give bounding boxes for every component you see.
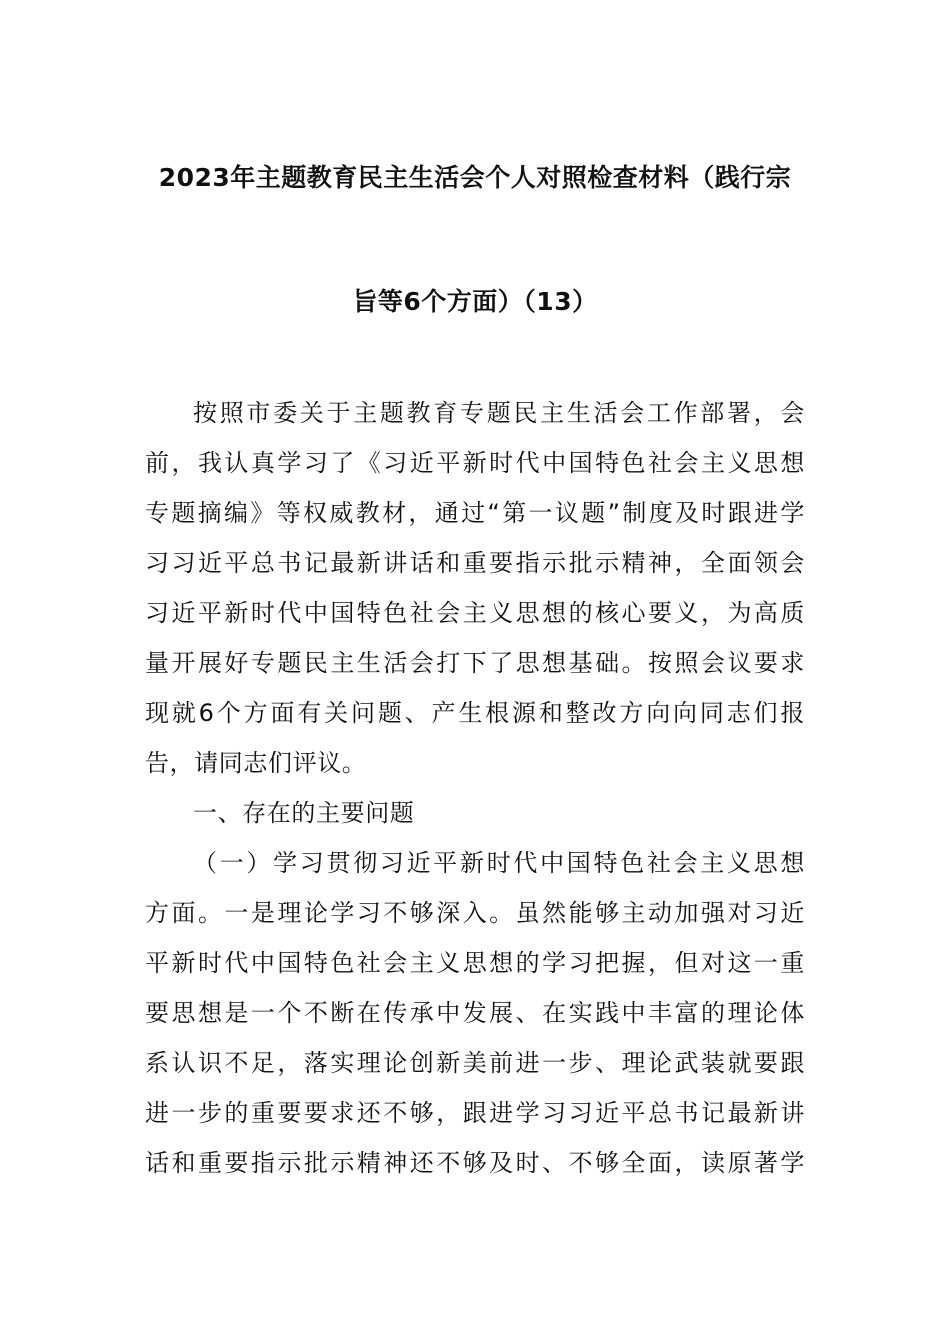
document-title-line-2: 旨等6个方面）（13） xyxy=(352,287,598,316)
body-line: 要思想是一个不断在传承中发展、在实践中丰富的理论体 xyxy=(145,999,805,1027)
body-line: 前，我认真学习了《习近平新时代中国特色社会主义思想 xyxy=(145,449,805,477)
body-line: 系认识不足，落实理论创新美前进一步、理论武装就要跟 xyxy=(145,1049,805,1077)
body-line: 习习近平总书记最新讲话和重要指示批示精神，全面领会 xyxy=(145,549,805,577)
body-line: 方面。一是理论学习不够深入。虽然能够主动加强对习近 xyxy=(145,899,805,927)
body-line: 习近平新时代中国特色社会主义思想的核心要义，为高质 xyxy=(145,599,805,627)
body-line: 量开展好专题民主生活会打下了思想基础。按照会议要求 xyxy=(145,649,805,677)
body-line: 现就6个方面有关问题、产生根源和整改方向向同志们报 xyxy=(145,699,805,727)
document-title-line-1: 2023年主题教育民主生活会个人对照检查材料（践行宗 xyxy=(158,163,792,192)
body-line: 平新时代中国特色社会主义思想的学习把握，但对这一重 xyxy=(145,949,805,977)
body-line: 话和重要指示批示精神还不够及时、不够全面，读原著学 xyxy=(145,1149,805,1177)
section-heading: 一、存在的主要问题 xyxy=(193,799,415,827)
body-line: 告，请同志们评议。 xyxy=(145,749,367,777)
body-line: 进一步的重要要求还不够，跟进学习习近平总书记最新讲 xyxy=(145,1099,805,1127)
subsection-heading: （一）学习贯彻习近平新时代中国特色社会主义思想 xyxy=(193,849,805,877)
body-line: 专题摘编》等权威教材，通过“第一议题”制度及时跟进学 xyxy=(145,499,805,527)
body-line: 按照市委关于主题教育专题民主生活会工作部署，会 xyxy=(193,399,805,427)
